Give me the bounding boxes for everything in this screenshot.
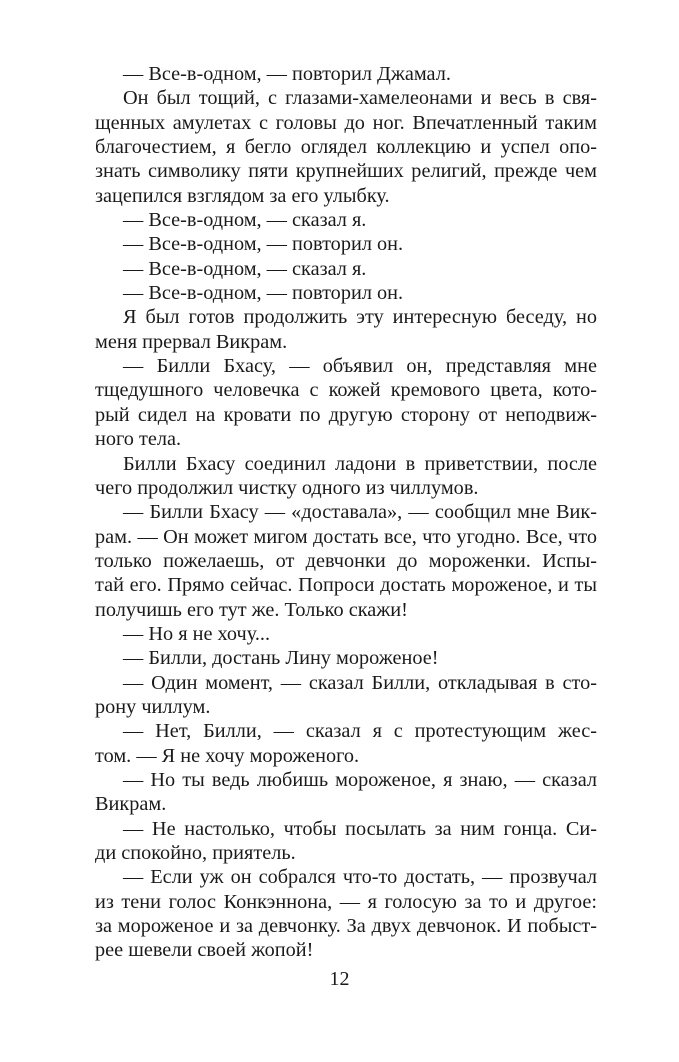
text-line: щенных амулетах с головы до ног. Впечатленный таким — [95, 111, 597, 134]
body-text — [95, 62, 597, 963]
text-line: — Не настолько, чтобы посылать за ним гонца. Си- — [123, 817, 597, 840]
text-line: тай его. Прямо сейчас. Попроси достать мороженое, и ты — [95, 574, 597, 597]
page-number: 12 — [329, 968, 350, 990]
text-line: знать символику пяти крупнейших религий, прежде чем — [95, 160, 597, 183]
text-line: получишь его тут же. Только скажи! — [95, 598, 408, 621]
text-line: — Все-в-одном, — повторил он. — [123, 282, 404, 305]
text-line: — Все-в-одном, — повторил он. — [123, 233, 404, 256]
text-line: Он был тощий, с глазами-хамелеонами и весь в свя- — [123, 87, 597, 110]
text-line: — Нет, Билли, — сказал я с протестующим жес- — [123, 720, 597, 743]
text-line: — Все-в-одном, — повторил Джамал. — [123, 63, 451, 85]
text-line: зацепился взглядом за его улыбку. — [95, 184, 390, 207]
text-line: ди спокойно, приятель. — [95, 842, 296, 864]
text-line: — Все-в-одном, — сказал я. — [123, 257, 367, 280]
text-line: меня прервал Викрам. — [95, 330, 288, 353]
text-line: — Билли Бхасу, — объявил он, представляя мне — [123, 355, 597, 378]
text-line: рам. — Он может мигом достать все, что угодно. Все, что — [95, 525, 597, 548]
text-line: Билли Бхасу соединил ладони в приветствии, после — [123, 452, 597, 475]
text-line: рее шевели своей жопой! — [95, 939, 314, 962]
text-line: тщедушного человечка с кожей кремового цвета, кото- — [95, 379, 597, 402]
text-line: — Но ты ведь любишь мороженое, я знаю, — сказал — [123, 768, 597, 791]
text-line: Викрам. — [95, 793, 167, 816]
text-line: благочестием, я бегло оглядел коллекцию и успел опо- — [95, 136, 597, 159]
text-line: ного тела. — [95, 428, 182, 451]
text-line: из тени голос Конкэннона, — я голосую за то и другое: — [95, 890, 597, 913]
text-line: — Билли Бхасу — «доставала», — сообщил мне Вик- — [123, 501, 597, 524]
text-line: — Билли, достань Лину мороженое! — [123, 647, 439, 670]
text-line: Я был готов продолжить эту интересную беседу, но — [123, 306, 597, 329]
text-line: — Если уж он собрался что-то достать, — прозвучал — [123, 866, 597, 889]
text-line: — Но я не хочу... — [123, 622, 271, 645]
text-line: рый сидел на кровати по другую сторону от неподвиж- — [95, 403, 597, 426]
text-line: том. — Я не хочу мороженого. — [95, 744, 360, 767]
text-line: — Все-в-одном, — сказал я. — [123, 209, 367, 232]
text-line: только пожелаешь, от девчонки до мороженки. Испы- — [95, 549, 597, 572]
text-line: чего продолжил чистку одного из чиллумов. — [95, 476, 479, 499]
text-line: рону чиллум. — [95, 695, 211, 718]
text-line: за мороженое и за девчонку. За двух девчонок. И побыст- — [95, 915, 597, 938]
text-line: — Один момент, — сказал Билли, откладывая в сто- — [123, 671, 597, 694]
